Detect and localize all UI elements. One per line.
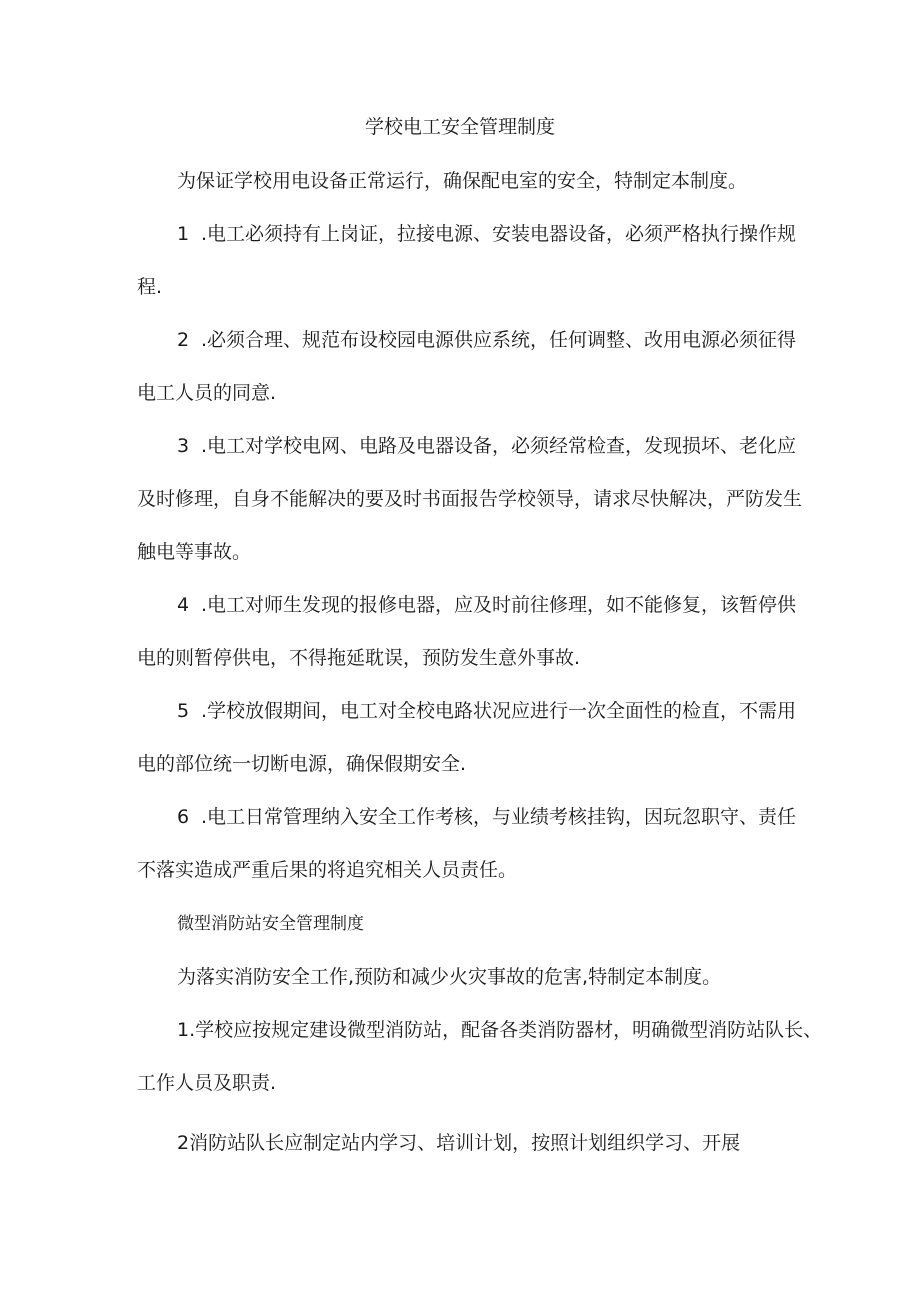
rule-1-line-2: 程.: [137, 276, 163, 298]
rule-2-number: 2: [177, 329, 190, 351]
rule-4-number: 4: [177, 594, 190, 616]
rule-2-line-2: 电工人员的同意.: [137, 382, 277, 404]
rule-4-line-2: 电的则暂停供电，不得拖延耽误，预防发生意外事故.: [137, 647, 581, 669]
rule-3-line-2: 及时修理，自身不能解决的要及时书面报告学校领导，请求尽快解决，严防发生: [137, 488, 803, 510]
rule-6-line-2: 不落实造成严重后果的将追究相关人员责任。: [137, 859, 518, 881]
rule-6-text: .电工日常管理纳入安全工作考核，与业绩考核挂钩，因玩忽职守、责任: [201, 806, 797, 828]
section-2-intro: 为落实消防安全工作,预防和减少火灾事故的危害,特制定本制度。: [177, 966, 722, 988]
section-2-rule-1-line-1: 1.学校应按规定建设微型消防站，配备各类消防器材，明确微型消防站队长、: [177, 1019, 823, 1041]
rule-6-number: 6: [177, 806, 190, 828]
section-2-rule-1-line-2: 工作人员及职责.: [137, 1072, 277, 1094]
rule-2-line-1: [177, 325, 796, 355]
rule-4-text: .电工对师生发现的报修电器，应及时前往修理，如不能修复，该暂停供: [201, 594, 797, 616]
rule-1-text: .电工必须持有上岗证，拉接电源、安装电器设备，必须严格执行操作规: [201, 223, 797, 245]
rule-1-number: 1: [177, 223, 190, 245]
rule-3-line-1: [177, 431, 796, 461]
rule-3-line-3: 触电等事故。: [137, 541, 252, 563]
section-2-rule-2-line-1: 2消防站队长应制定站内学习、培训计划，按照计划组织学习、开展: [177, 1132, 741, 1154]
section-2-heading: 微型消防站安全管理制度: [177, 914, 364, 934]
rule-6-line-1: [177, 802, 796, 832]
rule-5-line-1: [177, 696, 796, 726]
rule-3-text: .电工对学校电网、电路及电器设备，必须经常检查，发现损坏、老化应: [201, 435, 797, 457]
rule-2-text: .必须合理、规范布设校园电源供应系统，任何调整、改用电源必须征得: [201, 329, 797, 351]
intro-paragraph: 为保证学校用电设备正常运行，确保配电室的安全，特制定本制度。: [177, 170, 748, 192]
rule-5-number: 5: [177, 700, 190, 722]
rule-3-number: 3: [177, 435, 190, 457]
rule-1-line-1: [177, 219, 796, 249]
rule-5-text: .学校放假期间，电工对全校电路状况应进行一次全面性的检直，不需用: [201, 700, 797, 722]
document-title: 学校电工安全管理制度: [364, 116, 555, 138]
rule-4-line-1: [177, 590, 796, 620]
rule-5-line-2: 电的部位统一切断电源，确保假期安全.: [137, 753, 467, 775]
